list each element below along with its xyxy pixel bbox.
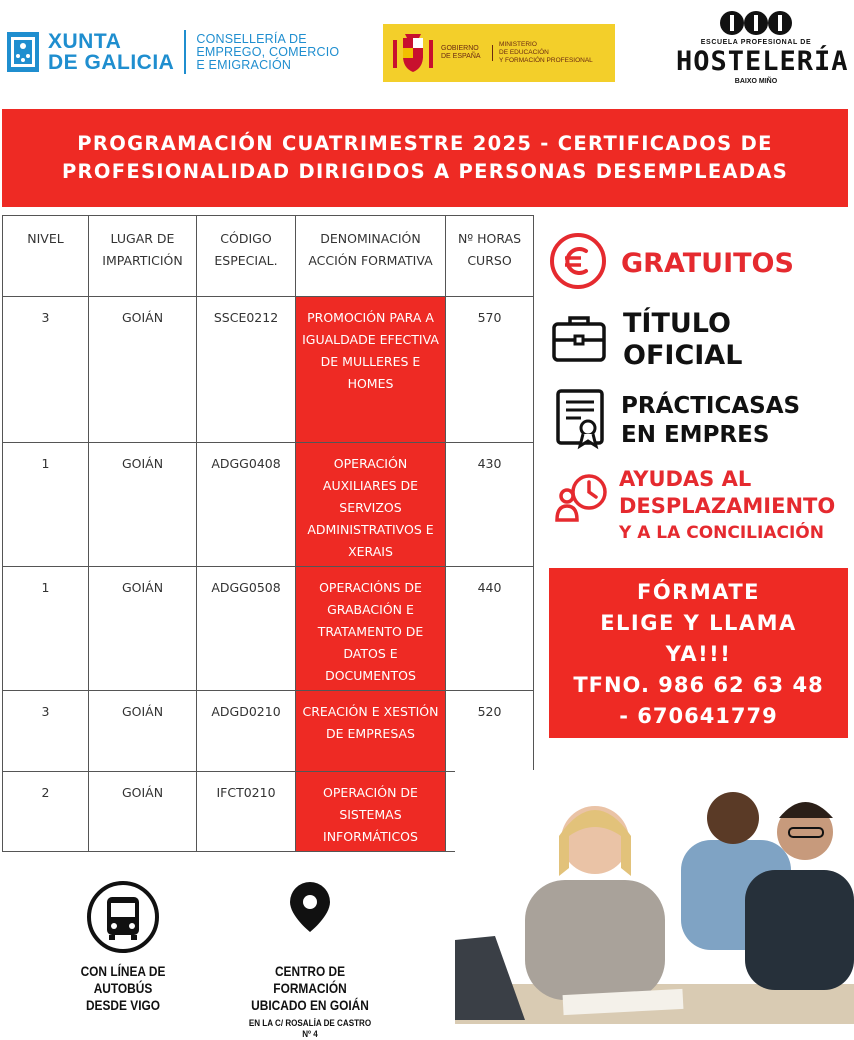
cell-lugar: GOIÁN — [89, 567, 197, 691]
hosteleria-emblem-icon — [676, 8, 836, 38]
benefit-ayudas — [555, 466, 835, 547]
conselleria-line1: CONSELLERÍA DE — [196, 31, 307, 46]
table-row — [3, 567, 534, 691]
cell-horas: 430 — [446, 443, 534, 567]
header-horas: Nº HORAS CURSO — [446, 216, 534, 297]
header-denominacion: DENOMINACIÓN ACCIÓN FORMATIVA — [296, 216, 446, 297]
briefcase-icon — [551, 310, 607, 371]
course-table — [2, 215, 534, 852]
hosteleria-logo — [676, 8, 849, 100]
table-row — [3, 691, 534, 772]
table-header-row — [3, 216, 534, 297]
cell-codigo: ADGD0210 — [197, 691, 296, 772]
hosteleria-name: HOSTELERÍA — [676, 46, 849, 77]
header-nivel: NIVEL — [3, 216, 89, 297]
benefit-practicas — [555, 388, 800, 453]
cell-codigo: ADGG0408 — [197, 443, 296, 567]
benefit-titulo — [551, 308, 742, 372]
xunta-name-line1: XUNTA — [48, 30, 122, 53]
cell-horas: 520 — [446, 691, 534, 772]
benefit-ayudas-line3: Y A LA CONCILIACIÓN — [619, 523, 824, 543]
cell-codigo: ADGG0508 — [197, 567, 296, 691]
gobierno-line2: DE ESPAÑA — [441, 53, 481, 60]
benefit-practicas-line1: PRÁCTICASAS — [621, 392, 801, 419]
banner-title: PROGRAMACIÓN CUATRIMESTRE 2025 - CERTIFICADOS DE PROFESIONALIDAD DIRIGIDOS A PERSONAS DESEMPLEADAS — [61, 132, 789, 183]
call-line2: ELIGE Y LLAMA — [600, 611, 797, 635]
euro-icon — [549, 232, 607, 295]
table-row — [3, 297, 534, 443]
cell-denominacion: OPERACIÓN DE SISTEMAS INFORMÁTICOS — [296, 772, 446, 852]
ministerio-line2: DE EDUCACIÓN — [499, 49, 549, 56]
cell-lugar: GOIÁN — [89, 297, 197, 443]
call-phone-line: TFNO. 986 62 63 48 — [573, 673, 824, 697]
benefit-gratuitos-text: GRATUITOS — [621, 248, 794, 279]
spain-shield-icon — [391, 32, 435, 74]
benefit-practicas-line2: EN EMPRES — [621, 421, 770, 448]
benefit-titulo-line2: OFICIAL — [623, 340, 743, 371]
benefit-ayudas-line1: AYUDAS AL — [619, 467, 752, 491]
table-row — [3, 443, 534, 567]
map-pin-icon — [286, 880, 334, 939]
cell-nivel: 2 — [3, 772, 89, 852]
header-lugar: LUGAR DE IMPARTICIÓN — [89, 216, 197, 297]
cell-nivel: 1 — [3, 443, 89, 567]
bus-caption-line2: DESDE VIGO — [85, 997, 161, 1013]
benefit-titulo-line1: TÍTULO — [623, 308, 731, 339]
cell-lugar: GOIÁN — [89, 691, 197, 772]
cell-codigo: SSCE0212 — [197, 297, 296, 443]
header-codigo: CÓDIGO ESPECIAL. — [197, 216, 296, 297]
students-photo — [455, 770, 854, 1024]
hosteleria-sub: BAIXO MIÑO — [734, 78, 778, 85]
gobierno-logo — [383, 24, 615, 82]
ministerio-line1: MINISTERIO — [499, 41, 537, 48]
hosteleria-top-text: ESCUELA PROFESIONAL DE — [700, 39, 812, 46]
bus-icon — [86, 880, 160, 959]
xunta-logo — [6, 24, 356, 80]
table-row — [3, 772, 534, 852]
benefit-gratuitos — [549, 232, 794, 295]
call-line1: FÓRMATE — [636, 580, 761, 604]
gobierno-line1: GOBIERNO — [441, 45, 479, 52]
cell-denominacion: PROMOCIÓN PARA A IGUALDADE EFECTIVA DE MULLERES E HOMES — [296, 297, 446, 443]
xunta-separator — [184, 30, 186, 74]
cell-nivel: 1 — [3, 567, 89, 691]
cell-nivel: 3 — [3, 297, 89, 443]
cell-denominacion: OPERACIÓN AUXILIARES DE SERVIZOS ADMINISTRATIVOS E XERAIS — [296, 443, 446, 567]
benefit-ayudas-line2: DESPLAZAMIENTO — [619, 494, 836, 518]
call-to-action-box — [549, 568, 848, 738]
xunta-name-line2: DE GALICIA — [48, 51, 175, 74]
place-caption-line1: CENTRO DE FORMACIÓN — [273, 963, 347, 996]
bus-caption-line1: CON LÍNEA DE AUTOBÚS — [80, 963, 166, 996]
cell-denominacion: CREACIÓN E XESTIÓN DE EMPRESAS — [296, 691, 446, 772]
cell-lugar: GOIÁN — [89, 443, 197, 567]
xunta-emblem-icon — [6, 31, 40, 73]
title-banner — [2, 109, 848, 207]
certificate-icon — [555, 388, 605, 453]
cell-horas: 440 — [446, 567, 534, 691]
place-caption-line2: UBICADO EN GOIÁN — [251, 997, 369, 1013]
location-info — [234, 880, 386, 1040]
cell-denominacion: OPERACIÓNS DE GRABACIÓN E TRATAMENTO DE DATOS E DOCUMENTOS — [296, 567, 446, 691]
cell-lugar: GOIÁN — [89, 772, 197, 852]
call-line3: YA!!! — [665, 642, 732, 666]
ministerio-line3: Y FORMACIÓN PROFESIONAL — [499, 57, 593, 64]
person-clock-icon — [555, 470, 609, 529]
bus-info — [52, 880, 194, 1014]
conselleria-line3: E EMIGRACIÓN — [196, 57, 292, 72]
call-mobile-line: - 670641779 — [619, 704, 778, 728]
place-address: EN LA C/ ROSALÍA DE CASTRO Nº 4 — [248, 1018, 372, 1040]
cell-codigo: IFCT0210 — [197, 772, 296, 852]
cell-nivel: 3 — [3, 691, 89, 772]
conselleria-line2: EMPREGO, COMERCIO — [196, 44, 340, 59]
cell-horas: 570 — [446, 297, 534, 443]
